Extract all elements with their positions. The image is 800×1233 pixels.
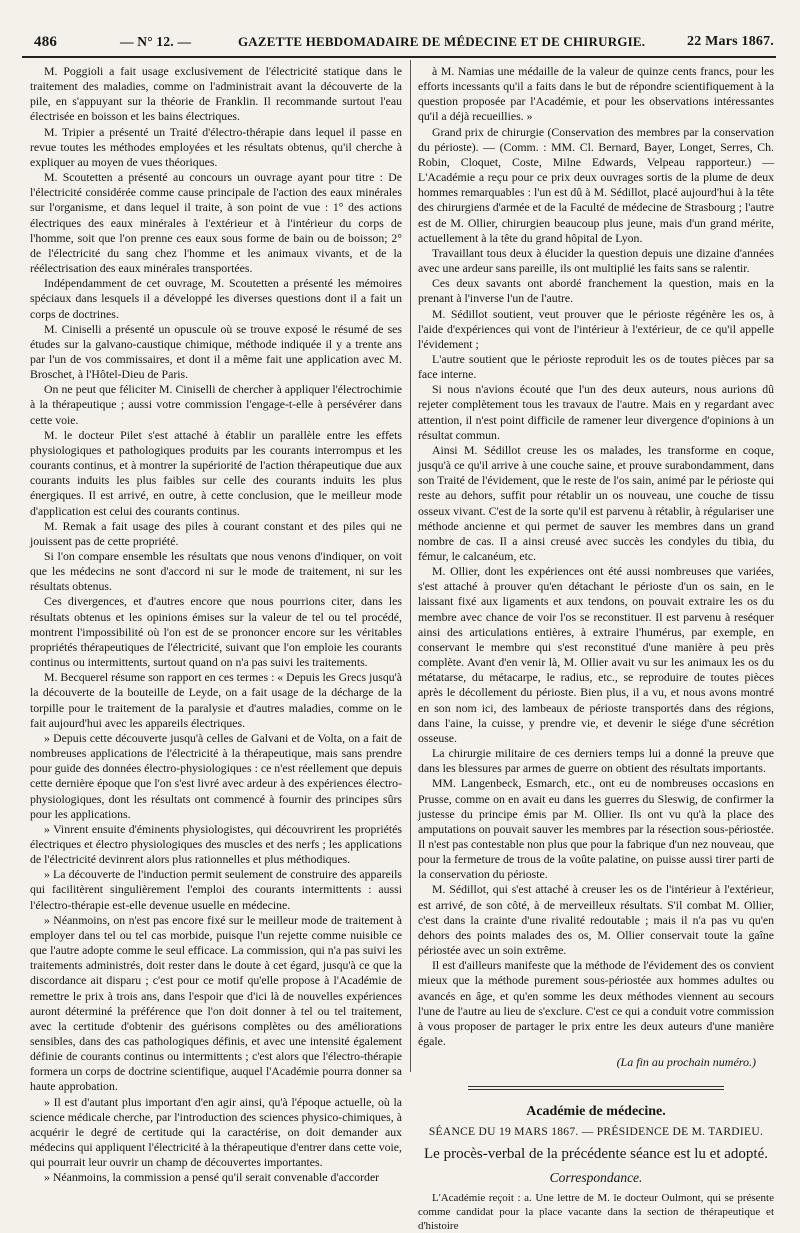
paragraph: M. Sédillot soutient, veut prouver que le périoste régénère les os, à l'aide d'expériences qui vont de l'intérieur à l'extérieur, de ce qu'il appelle l'évidement ;: [418, 306, 774, 351]
paragraph: M. Scoutetten a présenté au concours un ouvrage ayant pour titre : De l'électricité considérée comme cause principale de l'action des eaux minérales sur l'organisme, et dans lequel il traite, à son point de vue : 1° des actions électriques des eaux minérales à l'extérieur et à l'intérieur du corps de l'homme, soit que l'on prenne ces eaux sous forme de bain ou de boisson; 2° de l'électricité du sang chez l'homme et les animaux vivants, et de la réélectrisation des eaux minérales transportées.: [30, 170, 402, 276]
quote-paragraph: » La découverte de l'induction permit seulement de construire des appareils qui facilitèrent singulièrement l'emploi des courants intermittents : aussi l'électro-thérapie est-elle devenue usuelle en médecine.: [30, 867, 402, 912]
paragraph: Il est d'ailleurs manifeste que la méthode de l'évidement des os convient mieux que la méthode purement sous-périostée aux hommes adultes ou avancés en âge, et qu'en somme les deux méthodes viennent au secours l'une de l'autre au lieu de s'exclure. C'est ce qui a conduit votre commission à vous proposer de partager le prix entre les deux auteurs d'une manière égale.: [418, 958, 774, 1048]
session-line: SÉANCE DU 19 MARS 1867. — PRÉSIDENCE DE M. TARDIEU.: [428, 1126, 764, 1139]
paragraph: L'autre soutient que le périoste reproduit les os de toutes pièces par sa face interne.: [418, 351, 774, 382]
page-number: 486: [34, 34, 58, 50]
paragraph: M. Tripier a présenté un Traité d'électro-thérapie dans lequel il passe en revue toutes les méthodes employées et les résultats obtenus, qu'il cherche à expliquer au moyen de vues théoriques.: [30, 124, 402, 169]
issue-number: — N° 12. —: [120, 34, 192, 49]
left-column: [30, 64, 402, 1185]
right-column: [418, 64, 774, 1232]
paragraph: M. Becquerel résume son rapport en ces termes : « Depuis les Grecs jusqu'à la découverte de la bouteille de Leyde, on a fait usage de la décharge de la torpille pour le traitement de la paralysie et d'autres maladies, comme on le fait aujourd'hui avec les appareils électriques.: [30, 670, 402, 730]
paragraph: à M. Namias une médaille de la valeur de quinze cents francs, pour les efforts incessants qu'il a faits dans le but de répondre scientifiquement à la question proposée par l'Académie, et pour les observations intéressantes qu'il a déjà recueillies. »: [418, 64, 774, 124]
paragraph: M. Remak a fait usage des piles à courant constant et des piles qui ne jouissent pas de cette propriété.: [30, 518, 402, 548]
journal-title: GAZETTE HEBDOMADAIRE DE MÉDECINE ET DE CHIRURGIE.: [238, 34, 646, 49]
section-separator: [468, 1086, 724, 1090]
paragraph: La chirurgie militaire de ces derniers temps lui a donné la preuve que dans les blessures par armes de guerre on obtient des résultats importants.: [418, 746, 774, 776]
quote-paragraph: » Néanmoins, on n'est pas encore fixé sur le meilleur mode de traitement à employer dans tel ou tel cas morbide, puisque l'un rejette comme nuisible ce que l'autre adopte comme le seul efficace. La commission, qui n'a pas suivi les traitements administrés, doit rester dans le doute à cet égard, jusqu'à ce que la discordance ait disparu ; c'est pour ce motif qu'elle propose à l'Académie de remettre le prix à trois ans, dans l'espoir que d'ici là de nouvelles expériences auront déterminé la préférence que l'on doit donner à tel ou tel traitement, avec la certitude d'obtenir des guérisons complètes ou des améliorations sensibles, dans des cas pathologiques définis, et avec une intensité également définie de courants continus ou intermittents ; c'est alors que l'électro-thérapie formera un corps de doctrine scientifique, auquel l'Académie pourra donner sa haute approbation.: [30, 912, 402, 1094]
paragraph: Si nous n'avions écouté que l'un des deux auteurs, nous aurions dû rejeter complètement tous les travaux de l'autre. Mais en y regardant avec attention, il n'est point difficile de ramener leur divergence d'opinions à un résultat commun.: [418, 382, 774, 442]
continuation-note: (La fin au prochain numéro.): [616, 1055, 756, 1070]
paragraph: Grand prix de chirurgie (Conservation des membres par la conservation du périoste). — (Comm. : MM. Cl. Bernard, Bayer, Longet, Serres, Ch. Robin, Cloquet, Coste, Milne Edwards, Velpeau rapporteur.) — L'Académie a reçu pour ce prix deux ouvrages sortis de la plume de deux hommes remarquables : l'un est dû à M. Sédillot, placé aujourd'hui à la tête des chirurgiens d'armée et de la Faculté de médecine de Strasbourg ; l'autre est de M. Ollier, chirurgien beaucoup plus jeune, mais d'un grand mérite, actuellement à la tête du grand hôpital de Lyon.: [418, 124, 774, 245]
paragraph: On ne peut que féliciter M. Ciniselli de chercher à appliquer l'électrochimie à la thérapeutique ; aussi votre commission l'engage-t-elle à persévérer dans cette voie.: [30, 382, 402, 427]
paragraph: Indépendamment de cet ouvrage, M. Scoutetten a présenté les mémoires spéciaux dans lesquels il a développé les diverses questions dont il a fait un corps de doctrines.: [30, 276, 402, 321]
paragraph: Ainsi M. Sédillot creuse les os malades, les transforme en coque, jusqu'à ce qu'il arrive à une couche saine, et prouve surabondamment, dans son Traité de l'évidement, que le reste de l'os sain, animé par le périoste qui reste au dehors, suffit pour rétablir un os nouveau, une couche de tissu osseux vivant. C'est de la sorte qu'il est parvenu à rétablir, à régulariser une méthode ancienne et qui permet de sauver les membres dans un grand nombre de cas. Il a ainsi creusé avec succès les condyles du tibia, du fémur, le calcanéum, etc.: [418, 442, 774, 563]
quote-paragraph: » Depuis cette découverte jusqu'à celles de Galvani et de Volta, on a fait de nombreuses applications de l'électricité à la thérapeutique, mais sans prendre pour guide des données électro-physiologiques : ce n'est réellement que depuis cette dernière époque que l'on s'est livré avec ardeur à des expériences électro-physiologiques, dont les résultats ont commencé à fournir des principes sûrs pour les applications.: [30, 730, 402, 821]
paragraph: M. Ollier, dont les expériences ont été aussi nombreuses que variées, s'est attaché à prouver qu'en détachant le périoste d'un os sain, en le laissant fixé aux ligaments et aux tendons, on pouvait extraire les os du membre avec chance de voir l'os se reconstituer. Il est parvenu à reséquer ainsi des articulations entières, à extraire l'humérus, par exemple, en conservant le membre qui s'est reconstitué d'une manière à peu près complète. Avant d'en venir là, M. Ollier avait vu sur les animaux les os du métatarse, du métacarpe, le radius, etc., se reproduire de toutes pièces après le décollement du périoste. Bien plus, il a vu, et nous avons montré en son nom ici, des lambeaux de périoste transportés dans des régions, dans l'aine, la cuisse, y prendre vie, et devenir le siége d'une sécrétion osseuse.: [418, 564, 774, 745]
paragraph: Travaillant tous deux à élucider la question depuis une dizaine d'années avec une ardeur sans pareille, ils ont multiplié les faits sans se ralentir.: [418, 245, 774, 276]
paragraph: M. Ciniselli a présenté un opuscule où se trouve exposé le résumé de ses études sur la galvano-caustique chimique, méthode indiquée il y a trente ans par l'un de vos commissaires, et dont il a même fait une application avec M. Broschet, à l'Hôtel-Dieu de Paris.: [30, 321, 402, 382]
paragraph: M. Sédillot, qui s'est attaché à creuser les os de l'intérieur à l'extérieur, est arrivé, de son côté, à de merveilleux résultats. S'il combat M. Ollier, c'est dans la crainte d'une rivalité redoutable ; mais il n'a pas vu qu'en dehors des points malades des os, M. Ollier conservait toute la gaîne périostée avec un soin extrême.: [418, 882, 774, 958]
column-divider: [410, 60, 411, 1072]
paragraph: Ces deux savants ont abordé franchement la question, mais en la prenant à l'inverse l'un de l'autre.: [418, 276, 774, 306]
paragraph: Si l'on compare ensemble les résultats que nous venons d'indiquer, on voit que les médecins ne sont d'accord ni sur le mode de traitement, ni sur les résultats obtenus.: [30, 549, 402, 594]
paragraph: Ces divergences, et d'autres encore que nous pourrions citer, dans les résultats obtenus et les opinions émises sur la valeur de tel ou tel procédé, montrent l'impossibilité où l'on est de se prononcer encore sur les véritables propriétés thérapeutiques de l'électricité, suivant que l'on emploie les courants continus ou intermittents, surtout quand on n'a pas suivi les traitements.: [30, 594, 402, 670]
header-rule: [22, 56, 776, 58]
paragraph: L'Académie reçoit : a. Une lettre de M. le docteur Oulmont, qui se présente comme candidat pour la place vacante dans la section de thérapeutique et d'histoire: [418, 1191, 774, 1232]
issue-date: 22 Mars 1867.: [687, 34, 774, 49]
quote-paragraph: » Vinrent ensuite d'éminents physiologistes, qui découvrirent les propriétés électriques et électro physiologiques des muscles et des nerfs ; les applications de l'électricité devinrent alors plus rationnelles et plus méthodiques.: [30, 821, 402, 867]
section-heading: Académie de médecine.: [526, 1104, 666, 1120]
paragraph: M. le docteur Pilet s'est attaché à établir un parallèle entre les effets physiologiques et pathologiques produits par les courants interrompus et les courants continus, et à montrer la supériorité de l'action thérapeutique due aux courants induits les plus faibles sur celle des courants induits les plus énergiques. Il est arrivé, en outre, à cette conclusion, que le meilleur mode d'application est celui des courants continus.: [30, 427, 402, 518]
paragraph: M. Poggioli a fait usage exclusivement de l'électricité statique dans le traitement des maladies, comme on l'administrait avant la découverte de la pile, en s'appuyant sur la théorie de Franklin. Il recommande surtout l'eau électrisée en boisson et les bains électriques.: [30, 64, 402, 124]
quote-paragraph: » Il est d'autant plus important d'en agir ainsi, qu'à l'époque actuelle, où la science médicale cherche, par l'introduction des sciences physico-chimiques, à acquérir le degré de certitude qui la caractérise, on doit demander aux médecins qui appliquent l'électricité à la thérapeutique d'entrer dans cette voie, qui pourrait leur ouvrir un champ de découvertes importantes.: [30, 1094, 402, 1170]
quote-paragraph: » Néanmoins, la commission a pensé qu'il serait convenable d'accorder: [44, 1170, 380, 1185]
subsection-heading: Correspondance.: [549, 1169, 643, 1185]
paragraph: MM. Langenbeck, Esmarch, etc., ont eu de nombreuses occasions en Prusse, comme on en avait eu dans les guerres du Sleswig, de confirmer la justesse du principe émis par M. Ollier. Ils ont vu qu'à la place des amputations on pouvait sauver les membres par la résection sous-périostée. Il n'est pas contestable non plus que pour la fabrique d'un nez nouveau, que pour la fermeture de trous de la voûte palatine, on puisse aussi tirer parti de la conservation du périoste.: [418, 776, 774, 882]
minutes-line: Le procès-verbal de la précédente séance est lu et adopté.: [424, 1145, 768, 1162]
